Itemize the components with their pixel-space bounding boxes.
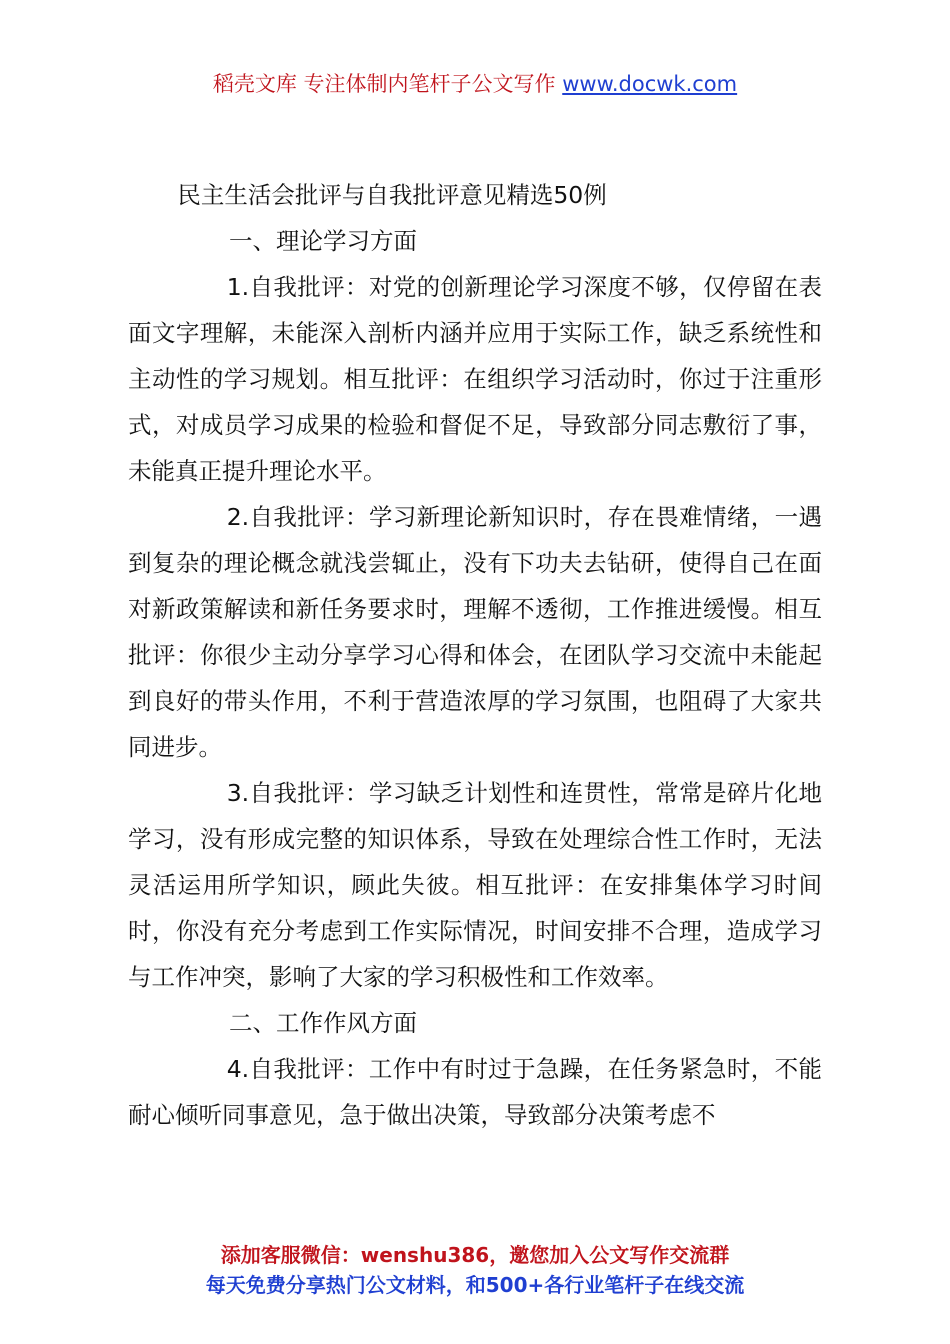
section-heading: 一、理论学习方面 [229, 227, 418, 255]
footer-line-share: 每天免费分享热门公文材料，和500+各行业笔杆子在线交流 [205, 1273, 745, 1297]
site-link[interactable]: www.docwk.com [562, 72, 738, 96]
document-body [128, 172, 822, 1138]
paragraph: 2.自我批评：学习新理论新知识时，存在畏难情绪，一遇到复杂的理论概念就浅尝辄止，没有下功夫去钻研，使得自己在面对新政策解读和新任务要求时，理解不透彻，工作推进缓慢。相互批评：你很少主动分享学习心得和体会，在团队学习交流中未能起到良好的带头作用，不利于营造浓厚的学习氛围，也阻碍了大家共同进步。 [128, 503, 822, 761]
wechat-id: wenshu386 [360, 1243, 490, 1267]
footer-wechat-suffix: ，邀您加入公文写作交流群 [489, 1243, 730, 1267]
paragraph: 1.自我批评：对党的创新理论学习深度不够，仅停留在表面文字理解，未能深入剖析内涵并应用于实际工作，缺乏系统性和主动性的学习规划。相互批评：在组织学习活动时，你过于注重形式，对成员学习成果的检验和督促不足，导致部分同志敷衍了事，未能真正提升理论水平。 [128, 273, 822, 485]
section-heading: 二、工作作风方面 [229, 1009, 418, 1037]
paragraph: 3.自我批评：学习缺乏计划性和连贯性，常常是碎片化地学习，没有形成完整的知识体系，导致在处理综合性工作时，无法灵活运用所学知识，顾此失彼。相互批评：在安排集体学习时间时，你没有充分考虑到工作实际情况，时间安排不合理，造成学习与工作冲突，影响了大家的学习积极性和工作效率。 [128, 779, 822, 991]
site-header [0, 66, 950, 102]
footer-wechat-prefix: 添加客服微信： [220, 1243, 361, 1267]
document-title: 民主生活会批评与自我批评意见精选50例 [177, 181, 607, 209]
promo-footer [0, 1240, 950, 1300]
site-slogan: 稻壳文库 专注体制内笔杆子公文写作 [212, 72, 556, 96]
footer-line-wechat [0, 1240, 950, 1270]
paragraph: 4.自我批评：工作中有时过于急躁，在任务紧急时，不能耐心倾听同事意见，急于做出决策，导致部分决策考虑不 [128, 1055, 822, 1129]
